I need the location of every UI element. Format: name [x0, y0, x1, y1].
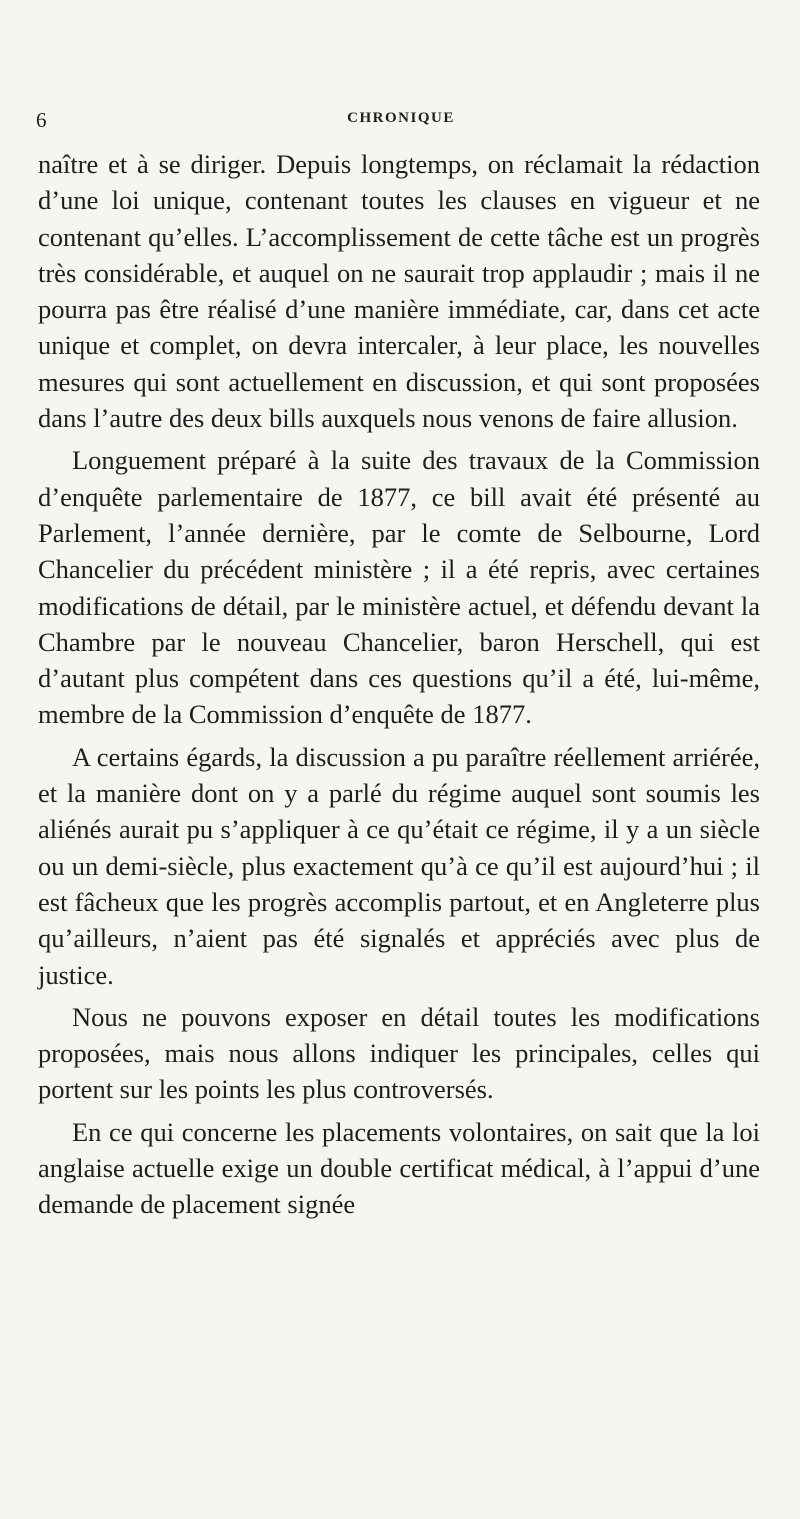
paragraph: En ce qui concerne les placements volontaires, on sait que la loi anglaise actuelle exige un double certificat médical, à l’appui d’une demande de placement signée [38, 1116, 760, 1220]
page-header [36, 108, 766, 132]
running-title: CHRONIQUE [347, 110, 455, 126]
paragraph-continuation: naître et à se diriger. Depuis longtemps, on réclamait la rédaction d’une loi unique, contenant toutes les clauses en vigueur et ne contenant qu’elles. L’accomplissement de cette tâche est un progrès très considérable, et auquel on ne saurait trop applaudir ; mais il ne pourra pas être réalisé d’une manière immédiate, car, dans cet acte unique et complet, on devra intercaler, à leur place, les nouvelles mesures qui sont actuellement en discussion, et qui sont proposées dans l’autre des deux bills auxquels nous venons de faire allusion. [38, 149, 760, 434]
body-text [38, 146, 760, 1223]
paragraph: A certains égards, la discussion a pu paraître réellement arriérée, et la manière dont on y a parlé du régime auquel sont soumis les aliénés aurait pu s’appliquer à ce qu’était ce régime, il y a un siècle ou un demi-siècle, plus exactement qu’à ce qu’il est aujourd’hui ; il est fâcheux que les progrès accomplis partout, et en Angleterre plus qu’ailleurs, n’aient pas été signalés et appréciés avec plus de justice. [38, 741, 760, 990]
page-number: 6 [36, 108, 47, 132]
paragraph: Longuement préparé à la suite des travaux de la Commission d’enquête parlementaire de 1877, ce bill avait été présenté au Parlement, l’année dernière, par le comte de Selbourne, Lord Chancelier du précédent ministère ; il a été repris, avec certaines modifications de détail, par le ministère actuel, et défendu devant la Chambre par le nouveau Chancelier, baron Herschell, qui est d’autant plus compétent dans ces questions qu’il a été, lui-même, membre de la Commission d’enquête de 1877. [38, 445, 760, 730]
paragraph: Nous ne pouvons exposer en détail toutes les modifications proposées, mais nous allons indiquer les principales, celles qui portent sur les points les plus controversés. [38, 1001, 760, 1105]
